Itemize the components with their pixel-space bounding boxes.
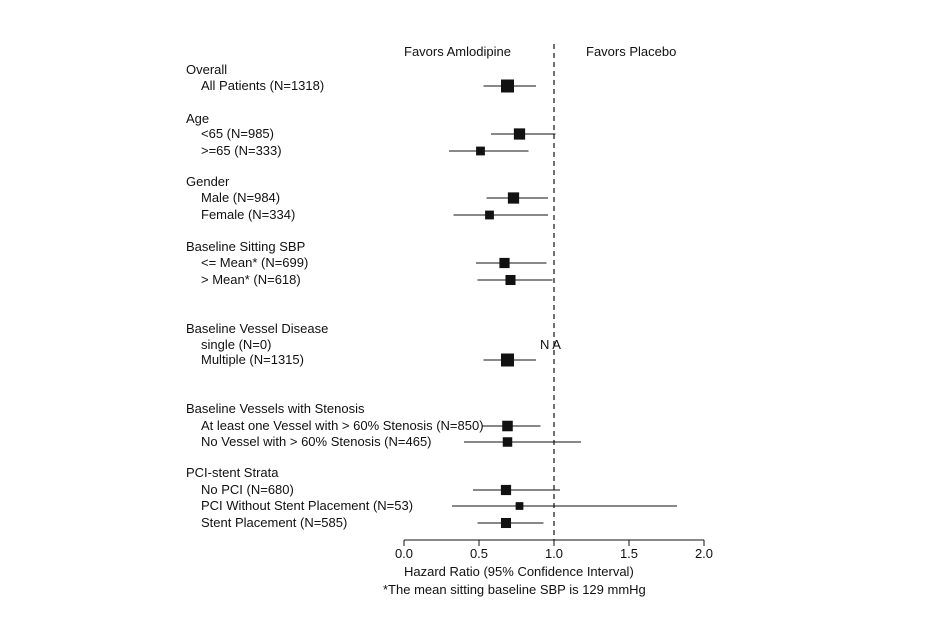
row-label: PCI Without Stent Placement (N=53)	[201, 498, 414, 513]
point-estimate	[502, 421, 513, 432]
row-label: Male (N=984)	[201, 190, 281, 205]
row-label: Multiple (N=1315)	[201, 352, 304, 367]
footnote: *The mean sitting baseline SBP is 129 mmHg	[383, 582, 646, 597]
point-estimate	[516, 502, 524, 510]
group-header: Baseline Sitting SBP	[186, 239, 306, 254]
group-header: Baseline Vessels with Stenosis	[186, 401, 365, 416]
point-estimate	[501, 485, 511, 495]
estimate-marks	[449, 80, 677, 529]
row-label: No Vessel with > 60% Stenosis (N=465)	[201, 434, 432, 449]
row-label: single (N=0)	[201, 337, 272, 352]
group-header: PCI-stent Strata	[186, 465, 279, 480]
row-label: All Patients (N=1318)	[201, 78, 325, 93]
not-applicable-label: N A	[540, 337, 561, 352]
point-estimate	[508, 192, 519, 203]
group-header: Baseline Vessel Disease	[186, 321, 329, 336]
point-estimate	[476, 147, 485, 156]
point-estimate	[501, 518, 511, 528]
x-tick-label: 2.0	[694, 546, 714, 561]
x-tick-label: 0.0	[394, 546, 414, 561]
favors-amlodipine-label: Favors Amlodipine	[404, 44, 511, 59]
point-estimate	[505, 275, 515, 285]
point-estimate	[485, 211, 494, 220]
point-estimate	[499, 258, 509, 268]
row-label: >=65 (N=333)	[201, 143, 282, 158]
row-label: <65 (N=985)	[201, 126, 274, 141]
x-tick-label: 1.5	[619, 546, 639, 561]
row-label: <= Mean* (N=699)	[201, 255, 309, 270]
x-axis-title: Hazard Ratio (95% Confidence Interval)	[404, 564, 634, 579]
group-header: Age	[186, 111, 210, 126]
row-label: Female (N=334)	[201, 207, 296, 222]
row-label: No PCI (N=680)	[201, 482, 294, 497]
x-axis	[395, 540, 713, 561]
x-tick-label: 0.5	[469, 546, 489, 561]
row-label: Stent Placement (N=585)	[201, 515, 348, 530]
row-labels	[186, 62, 484, 530]
point-estimate	[501, 354, 514, 367]
favors-placebo-label: Favors Placebo	[586, 44, 677, 59]
row-label: At least one Vessel with > 60% Stenosis (N=850)	[201, 418, 484, 433]
point-estimate	[501, 80, 514, 93]
x-tick-label: 1.0	[544, 546, 564, 561]
group-header: Overall	[186, 62, 228, 77]
point-estimate	[514, 128, 525, 139]
point-estimate	[503, 437, 513, 447]
group-header: Gender	[186, 174, 230, 189]
row-label: > Mean* (N=618)	[201, 272, 301, 287]
